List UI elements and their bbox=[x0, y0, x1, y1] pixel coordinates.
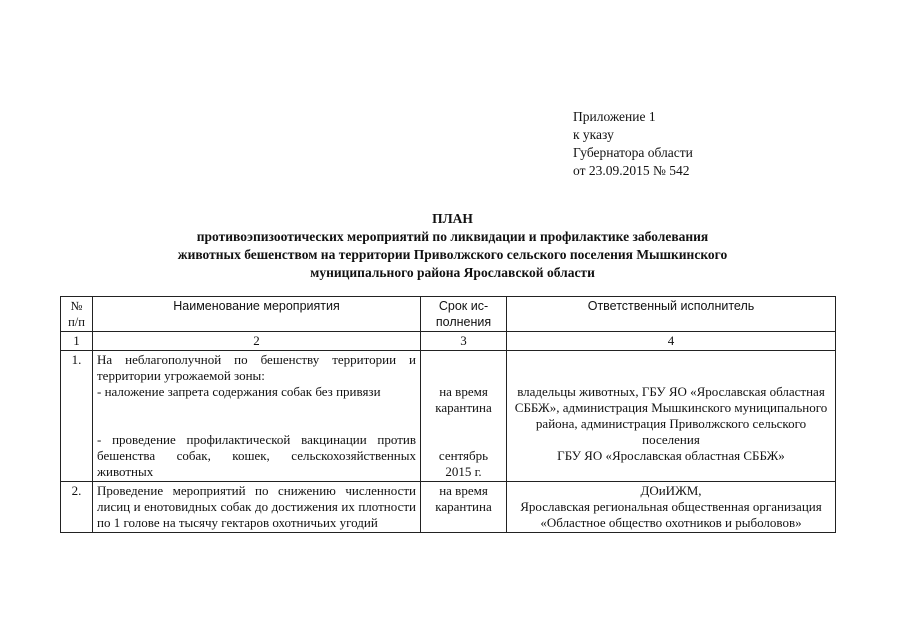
table-row bbox=[61, 351, 836, 482]
header-num bbox=[61, 297, 93, 332]
header-num-line1: № bbox=[70, 299, 83, 313]
row-num: 2. bbox=[61, 482, 93, 533]
table-row bbox=[61, 482, 836, 533]
header-name: Наименование мероприятия bbox=[93, 297, 421, 332]
row-responsible-cell bbox=[507, 482, 836, 533]
document-title bbox=[60, 210, 845, 282]
title-line: противоэпизоотических мероприятий по ликвидации и профилактике заболевания bbox=[196, 229, 709, 244]
row-name-cell bbox=[93, 351, 421, 482]
row-num: 1. bbox=[61, 351, 93, 482]
table-header-row bbox=[61, 297, 836, 332]
row-item: - проведение профилактической вакцинации против бешенства собак, кошек, сельскохозяйственных животных bbox=[97, 432, 416, 479]
row-term-cell bbox=[421, 351, 507, 482]
column-number-row bbox=[61, 332, 836, 351]
header-num-line2: п/п bbox=[68, 315, 85, 329]
row-responsible: Ярославская региональная общественная организация «Областное общество охотников и рыболовов» bbox=[520, 499, 822, 530]
row-name: Проведение мероприятий по снижению численности лисиц и енотовидных собак до достижения их плотности по 1 голове на тысячу гектаров охотничьих угодий bbox=[93, 482, 421, 533]
spacer bbox=[425, 416, 502, 448]
appendix-line: от 23.09.2015 № 542 bbox=[573, 163, 690, 178]
spacer bbox=[97, 400, 416, 432]
plan-table bbox=[60, 296, 836, 533]
row-term: сентябрь 2015 г. bbox=[438, 448, 489, 479]
title-heading: ПЛАН bbox=[432, 211, 473, 226]
appendix-line: Губернатора области bbox=[573, 145, 693, 160]
spacer bbox=[425, 352, 502, 384]
appendix-line: к указу bbox=[573, 127, 614, 142]
row-item: - наложение запрета содержания собак без привязи bbox=[97, 384, 381, 399]
appendix-line: Приложение 1 bbox=[573, 109, 656, 124]
header-term-line2: полнения bbox=[435, 315, 492, 329]
column-number: 2 bbox=[93, 332, 421, 351]
row-intro: На неблагополучной по бешенству территории и территории угрожаемой зоны: bbox=[97, 352, 416, 383]
header-term bbox=[421, 297, 507, 332]
header-term-line1: Срок ис- bbox=[438, 299, 489, 313]
row-term: на время карантина bbox=[421, 482, 507, 533]
appendix-block bbox=[573, 108, 693, 180]
row-term: на время карантина bbox=[435, 384, 492, 415]
row-responsible: ДОиИЖМ, bbox=[640, 483, 702, 498]
spacer bbox=[511, 352, 831, 384]
column-number: 3 bbox=[421, 332, 507, 351]
title-line: животных бешенством на территории Приволжского сельского поселения Мышкинского bbox=[177, 247, 728, 262]
title-line: муниципального района Ярославской области bbox=[310, 265, 595, 280]
column-number: 4 bbox=[507, 332, 836, 351]
row-responsible: ГБУ ЯО «Ярославская областная СББЖ» bbox=[557, 448, 785, 463]
row-responsible-cell bbox=[507, 351, 836, 482]
column-number: 1 bbox=[61, 332, 93, 351]
row-responsible: владельцы животных, ГБУ ЯО «Ярославская областная СББЖ», администрация Мышкинского муниципального района, администрация Приволжского сельского поселения bbox=[514, 384, 828, 447]
header-responsible: Ответственный исполнитель bbox=[507, 297, 836, 332]
